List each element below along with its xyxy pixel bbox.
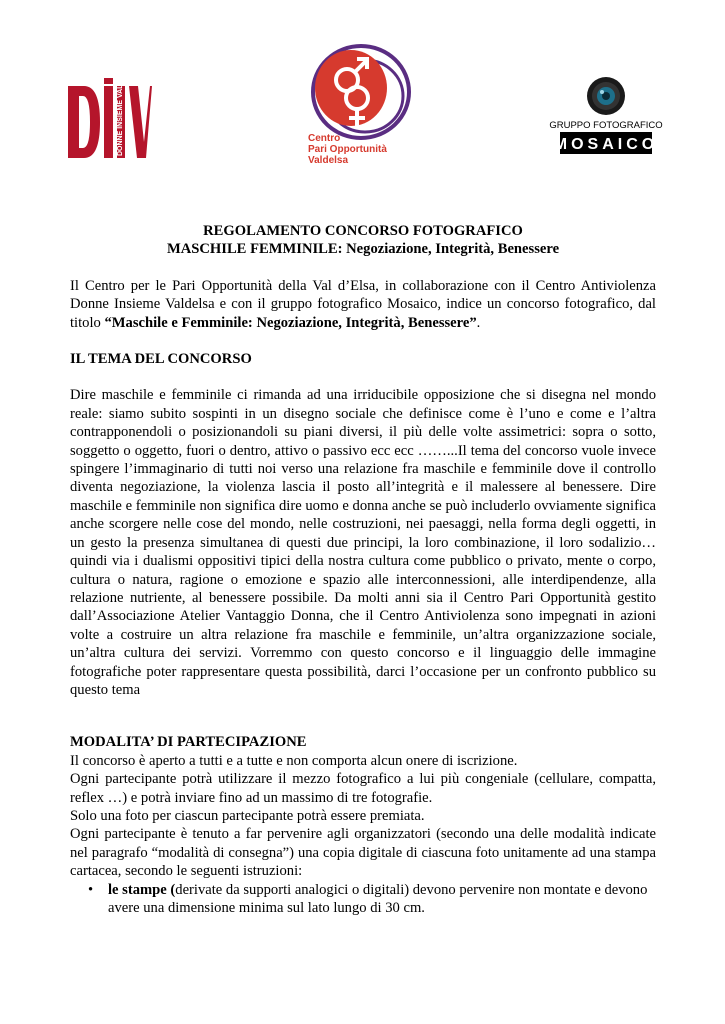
centro-logo-line1: Centro [308, 133, 341, 144]
mosaico-logo-line1: GRUPPO FOTOGRAFICO [549, 120, 663, 131]
intro-end: . [476, 314, 481, 331]
section-heading-modalita: MODALITA’ DI PARTECIPAZIONE [70, 734, 307, 751]
centro-pari-opportunita-logo [305, 42, 425, 180]
mosaico-logo-line2: MOSAICO [553, 136, 659, 153]
modalita-paragraph-3: Solo una foto per ciascun partecipante potrà essere premiata. [70, 807, 425, 824]
bullet-text: derivate da supporti analogici o digitali) devono pervenire non montate e devono avere una dimensione minima sul lato lungo di 30 cm. [108, 881, 648, 916]
centro-logo-line3: Valdelsa [308, 155, 349, 166]
document-body [70, 222, 656, 917]
gruppo-fotografico-mosaico-logo [549, 76, 663, 160]
section-heading-tema: IL TEMA DEL CONCORSO [70, 351, 252, 368]
donne-insieme-valdelsa-logo [66, 60, 152, 160]
intro-contest-title: “Maschile e Femminile: Negoziazione, Integrità, Benessere” [104, 314, 477, 331]
modalita-paragraph-4: Ogni partecipante è tenuto a far pervenire agli organizzatori (secondo una delle modalità indicate nel paragrafo “modalità di consegna”) una copia digitale di ciascuna foto unitamente ad una stampa cartacea, secondo le seguenti istruzioni: [70, 826, 656, 880]
title-line-2: MASCHILE FEMMINILE: Negoziazione, Integrità, Benessere [166, 241, 560, 258]
modalita-paragraph-2: Ogni partecipante potrà utilizzare il mezzo fotografico a lui più congeniale (cellulare, compatta, reflex …) e potrà inviare fino ad un massimo di tre fotografie. [70, 771, 656, 806]
centro-logo-line2: Pari Opportunità [308, 144, 387, 155]
bullet-label: le stampe ( [108, 881, 176, 898]
title-line-1: REGOLAMENTO CONCORSO FOTOGRAFICO [203, 223, 523, 239]
modalita-paragraph-1: Il concorso è aperto a tutti e a tutte e non comporta alcun onere di iscrizione. [70, 752, 518, 769]
camera-lens-icon [587, 77, 625, 115]
document-title [70, 222, 656, 259]
bullet-icon: • [88, 881, 94, 898]
intro-text: Il Centro per le Pari Opportunità della Val d’Elsa, in collaborazione con il Centro Antiviolenza Donne Insieme Valdelsa e con il gruppo fotografico Mosaico, indice un concorso fotografico, dal titolo [70, 277, 656, 331]
tema-paragraph: Dire maschile e femminile ci rimanda ad una irriducibile opposizione che si disegna nel mondo reale: siamo subito sospinti in un disegno sociale che definisce come è l’uno e come e l’altra contrapponendoli o posizionandoli su piani diversi, il più delle volte assimetrici: sopra o sotto, soggetto o oggetto, fuori o dentro, attivo o passivo ecc ecc ……...Il tema del concorso vuole invece spingere l’immaginario di tutti noi verso una relazione fra maschile e femminile dove il controllo diventa negoziazione, la violenza lascia il posto all’integrità e il malessere al benessere. Dire maschile e femminile non significa dire uomo e donna anche se può includerlo ovviamente significa anche scorgere nelle cose del mondo, nelle costruzioni, nei paesaggi, nella forma degli oggetti, in un gesto la presenza simultanea di questi due principi, la loro combinazione, il loro sodalizio…quindi via i dualismi oppositivi tipici della nostra cultura come pubblico o privato, mente o corpo, cultura o natura, ragione o emozione e spazio alle interconnessioni, alle interdipendenze, alla relazione nutriente, al benessere possibile. Da molti anni sia il Centro Pari Opportunità gestito dall’Associazione Atelier Vantaggio Donna, che il Centro Antiviolenza sono impegnati in azioni volte a costruire un altra relazione fra maschile e femminile, un’altra organizzazione sociale, un’altra cultura dei servizi. Vorremmo con questo concorso e il linguaggio delle immagine fotografiche poter rappresentare questa possibilità, darci l’occasione per un confronto pubblico su questo tema [70, 387, 656, 698]
instructions-list [70, 881, 656, 918]
list-item [88, 881, 656, 918]
intro-paragraph [70, 277, 656, 332]
donne-logo-text: DONNE INSIEME VALDELSA [117, 60, 124, 156]
